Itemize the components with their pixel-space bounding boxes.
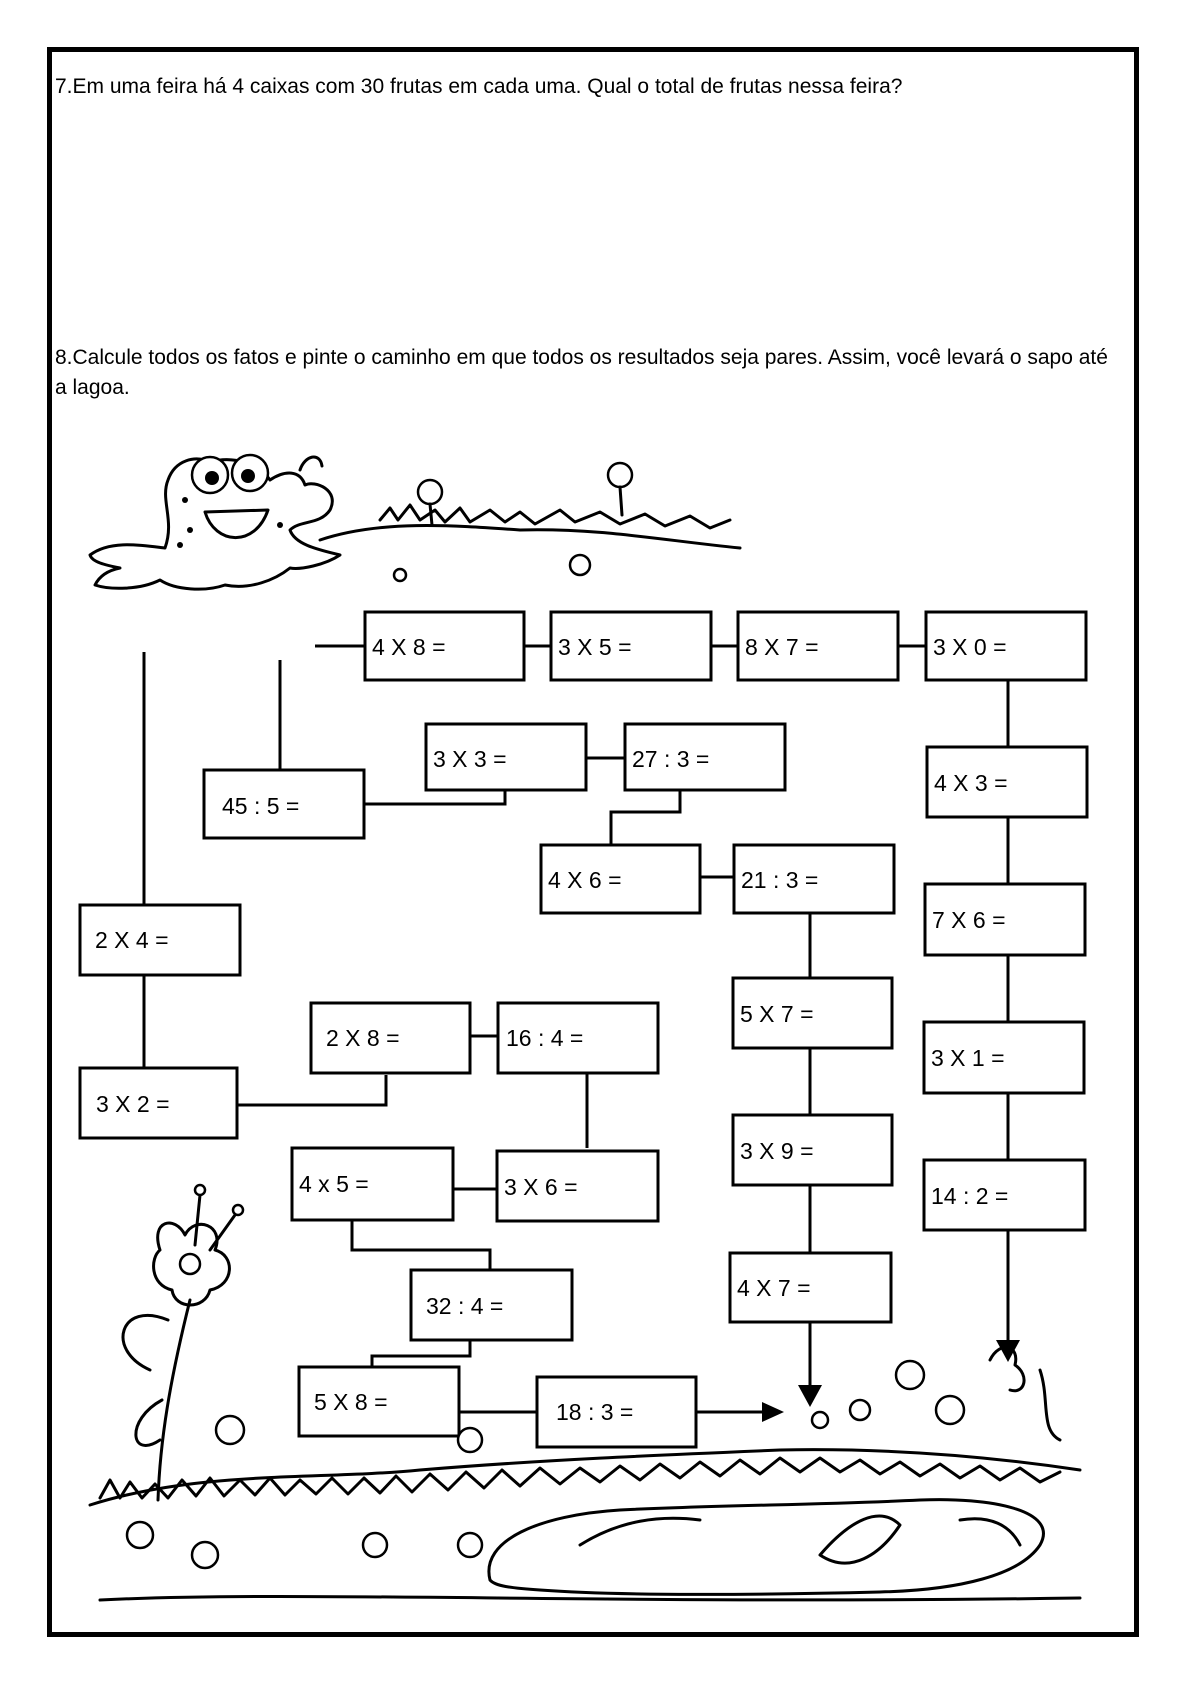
svg-text:4 X 3 =: 4 X 3 = [934, 770, 1008, 796]
maze-box[interactable] [80, 905, 240, 975]
maze-box[interactable] [498, 1003, 658, 1073]
svg-text:4 x 5 =: 4 x 5 = [299, 1171, 369, 1197]
maze-box[interactable] [734, 845, 894, 913]
svg-text:4 X 6 =: 4 X 6 = [548, 867, 622, 893]
maze-box[interactable] [411, 1270, 572, 1340]
maze-box[interactable] [80, 1068, 237, 1138]
svg-text:21 : 3 =: 21 : 3 = [741, 867, 819, 893]
maze-box[interactable] [541, 845, 700, 913]
svg-text:2 X 4 =: 2 X 4 = [95, 927, 169, 953]
maze-box[interactable] [733, 978, 892, 1048]
maze-box[interactable] [537, 1377, 696, 1447]
svg-text:2 X 8 =: 2 X 8 = [326, 1025, 400, 1051]
svg-text:14 : 2 =: 14 : 2 = [931, 1183, 1009, 1209]
maze-box[interactable] [311, 1003, 470, 1073]
svg-text:3 X 0 =: 3 X 0 = [933, 634, 1007, 660]
maze-box[interactable] [365, 612, 524, 680]
svg-text:8 X 7 =: 8 X 7 = [745, 634, 819, 660]
svg-text:3 X 6 =: 3 X 6 = [504, 1174, 578, 1200]
maze-box[interactable] [926, 612, 1086, 680]
svg-text:3 X 5 =: 3 X 5 = [558, 634, 632, 660]
svg-text:5 X 8 =: 5 X 8 = [314, 1389, 388, 1415]
maze-box[interactable] [924, 1160, 1085, 1230]
maze-box[interactable] [497, 1151, 658, 1221]
maze-box[interactable] [625, 724, 785, 790]
svg-text:3 X 1 =: 3 X 1 = [931, 1045, 1005, 1071]
maze-box[interactable] [733, 1115, 892, 1185]
hill-icon [320, 463, 740, 581]
svg-text:16 : 4 =: 16 : 4 = [506, 1025, 584, 1051]
svg-text:4 X 7 =: 4 X 7 = [737, 1275, 811, 1301]
svg-text:18 : 3 =: 18 : 3 = [556, 1399, 634, 1425]
svg-text:7 X 6 =: 7 X 6 = [932, 907, 1006, 933]
maze-box[interactable] [738, 612, 898, 680]
question-7: 7.Em uma feira há 4 caixas com 30 frutas em cada uma. Qual o total de frutas nessa feira? [55, 75, 903, 98]
maze-box[interactable] [299, 1367, 459, 1436]
maze-box[interactable] [924, 1022, 1084, 1093]
svg-text:3 X 3 =: 3 X 3 = [433, 746, 507, 772]
svg-text:32 : 4 =: 32 : 4 = [426, 1293, 504, 1319]
svg-text:27 : 3 =: 27 : 3 = [632, 746, 710, 772]
svg-text:5 X 7 =: 5 X 7 = [740, 1001, 814, 1027]
flower-icon [812, 1347, 1060, 1440]
maze-box[interactable] [730, 1253, 891, 1322]
svg-text:3 X 2 =: 3 X 2 = [96, 1091, 170, 1117]
maze-box[interactable] [426, 724, 586, 790]
svg-text:45 : 5 =: 45 : 5 = [222, 793, 300, 819]
frog-icon [90, 455, 340, 589]
pond-icon [90, 1450, 1080, 1600]
svg-text:4 X 8 =: 4 X 8 = [372, 634, 446, 660]
question-8: 8.Calcule todos os fatos e pinte o caminho em que todos os resultados seja pares. Assim, você levará o sapo até a lagoa. [55, 346, 1108, 399]
maze-box[interactable] [927, 747, 1087, 817]
maze-box[interactable] [292, 1148, 453, 1220]
maze-box[interactable] [925, 884, 1085, 955]
maze-box[interactable] [204, 770, 364, 838]
svg-text:3 X 9 =: 3 X 9 = [740, 1138, 814, 1164]
maze-box[interactable] [551, 612, 711, 680]
